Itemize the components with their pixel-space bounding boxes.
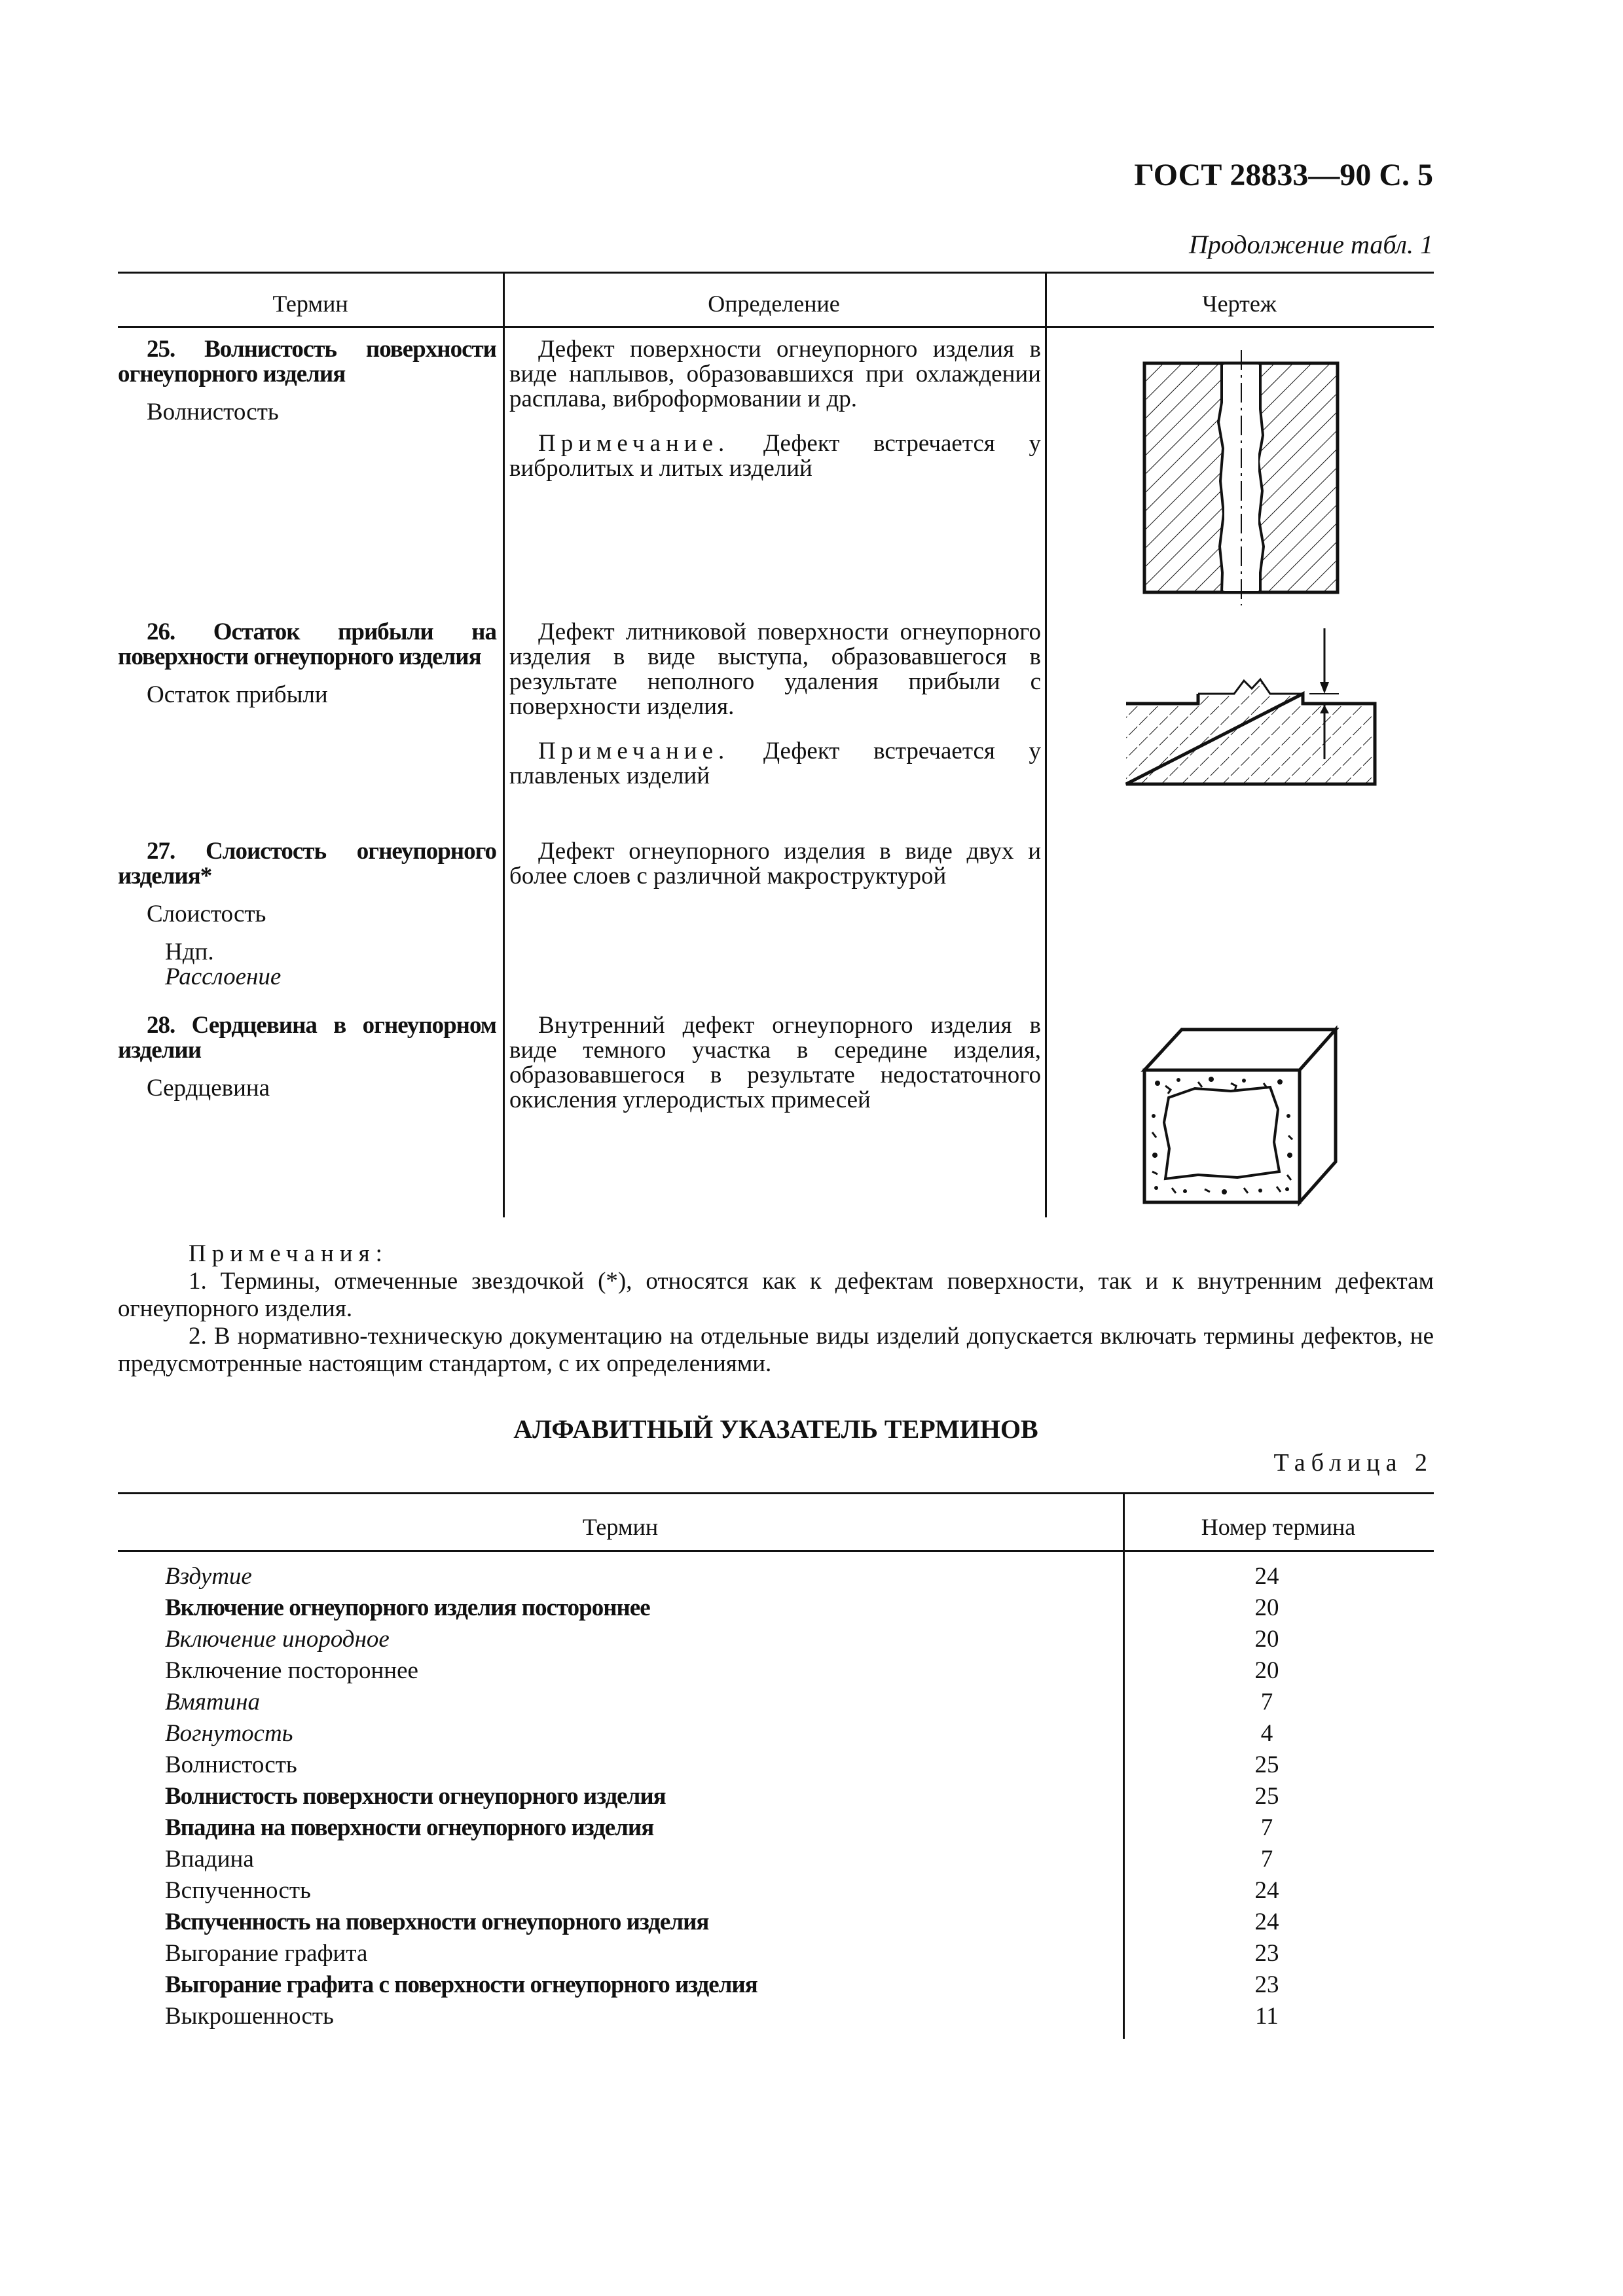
- term-entry-25: [118, 337, 496, 425]
- table-top-rule: [118, 1492, 1434, 1494]
- column-header-term: Термин: [582, 1514, 659, 1540]
- term-short-form: Остаток прибыли: [147, 681, 328, 708]
- term-entry-28: [118, 1013, 496, 1101]
- column-divider: [503, 272, 505, 1217]
- term-short-form: Волнистость: [147, 399, 279, 425]
- table-row: [118, 1937, 1434, 1968]
- definition-text: Дефект поверхности огнеупорного изделия в виде наплывов, образовавшихся при охлаждении расплава, виброформовании и др.: [509, 336, 1041, 412]
- note-item: 2. В нормативно-техническую документацию на отдельные виды изделий допускается включать термины дефектов, не предусмотренные настоящим стандартом, с их определениями.: [118, 1323, 1434, 1377]
- column-header-term: Термин: [272, 291, 348, 317]
- note-item: 1. Термины, отмеченные звездочкой (*), относятся как к дефектам поверхности, так и к внутренним дефектам огнеупорного изделия.: [118, 1268, 1434, 1322]
- table-header-rule: [118, 1550, 1434, 1552]
- definition-text: Внутренний дефект огнеупорного изделия в виде темного участка в середине изделия, образовавшегося в результате недостаточного окисления углеродистых примесей: [509, 1012, 1041, 1113]
- note-text: Дефект встречается у плавленых изделий: [509, 738, 1041, 789]
- definition-text: Дефект литниковой поверхности огнеупорного изделия в виде выступа, образовавшегося в результате неполного удаления прибыли с поверхности изделия.: [509, 619, 1041, 720]
- core-drawing: [1139, 1024, 1355, 1208]
- index-term-number: 20: [1254, 1626, 1279, 1653]
- column-header-number: Номер термина: [1201, 1514, 1356, 1540]
- table-continuation-label: Продолжение табл. 1: [1188, 230, 1433, 259]
- index-term: Вздутие: [165, 1563, 252, 1590]
- definition-25: [509, 337, 1041, 481]
- index-term: Включение постороннее: [165, 1657, 418, 1684]
- index-term-number: 20: [1254, 1657, 1279, 1684]
- note-label: Примечание.: [538, 738, 730, 764]
- definition-note: [509, 431, 1041, 481]
- term-title: 26. Остаток прибыли на поверхности огнеупорного изделия: [118, 619, 496, 670]
- definition-note: [509, 739, 1041, 789]
- index-term: Вмятина: [165, 1689, 261, 1715]
- table-header-rule: [118, 326, 1434, 328]
- definition-26: [509, 620, 1041, 789]
- term-short-form: Сердцевина: [147, 1075, 270, 1102]
- index-table: [118, 1492, 1434, 2039]
- index-term: Вспученность на поверхности огнеупорного изделия: [165, 1909, 709, 1935]
- index-term-number: 24: [1254, 1909, 1279, 1935]
- table-row: [118, 1968, 1434, 2000]
- index-term-number: 7: [1260, 1846, 1273, 1873]
- term-entry-26: [118, 620, 496, 708]
- definition-27: [509, 839, 1041, 889]
- term-title: 27. Слоистость огнеупорного изделия*: [118, 838, 496, 889]
- table-row: [118, 1591, 1434, 1623]
- term-nonpreferred-label: Ндп.: [165, 939, 214, 965]
- table-row: [118, 1905, 1434, 1937]
- table-label: Таблица 2: [1273, 1449, 1433, 1477]
- column-header-drawing: Чертеж: [1202, 291, 1277, 317]
- index-term: Вогнутость: [165, 1720, 293, 1747]
- index-title: АЛФАВИТНЫЙ УКАЗАТЕЛЬ ТЕРМИНОВ: [513, 1414, 1038, 1444]
- index-term-number: 4: [1260, 1720, 1273, 1747]
- index-rows: [118, 1560, 1434, 2031]
- table-row: [118, 1654, 1434, 1685]
- term-title: 28. Сердцевина в огнеупорном изделии: [118, 1012, 496, 1064]
- index-term: Впадина: [165, 1846, 254, 1873]
- index-term-number: 7: [1260, 1814, 1273, 1841]
- index-term-number: 24: [1254, 1563, 1279, 1590]
- notes-section: [118, 1240, 1434, 1378]
- table-row: [118, 2000, 1434, 2031]
- table-row: [118, 1623, 1434, 1654]
- note-label: Примечание.: [538, 430, 730, 457]
- document-header: ГОСТ 28833—90 С. 5: [1134, 158, 1433, 192]
- term-nonpreferred: Расслоение: [165, 963, 282, 990]
- index-term-number: 7: [1260, 1689, 1273, 1715]
- index-term: Выгорание графита: [165, 1940, 368, 1967]
- notes-title: Примечания:: [189, 1240, 388, 1267]
- column-divider: [1045, 272, 1047, 1217]
- index-term: Включение инородное: [165, 1626, 390, 1653]
- table-row: [118, 1748, 1434, 1780]
- table-row: [118, 1874, 1434, 1905]
- index-term: Включение огнеупорного изделия постороннее: [165, 1594, 650, 1621]
- index-term-number: 20: [1254, 1594, 1279, 1621]
- note-text: Дефект встречается у вибролитых и литых изделий: [509, 430, 1041, 482]
- index-term: Волнистость: [165, 1751, 297, 1778]
- riser-remnant-drawing: [1113, 628, 1381, 792]
- index-term: Впадина на поверхности огнеупорного изделия: [165, 1814, 654, 1841]
- table-row: [118, 1780, 1434, 1811]
- table-row: [118, 1717, 1434, 1748]
- definition-28: [509, 1013, 1041, 1113]
- term-title: 25. Волнистость поверхности огнеупорного изделия: [118, 336, 496, 387]
- index-term: Волнистость поверхности огнеупорного изделия: [165, 1783, 666, 1810]
- index-term-number: 23: [1254, 1971, 1279, 1998]
- table-top-rule: [118, 272, 1434, 274]
- table-row: [118, 1842, 1434, 1874]
- column-header-definition: Определение: [708, 291, 840, 317]
- waviness-drawing: [1139, 350, 1355, 605]
- index-term: Вспученность: [165, 1877, 311, 1904]
- index-term-number: 11: [1255, 2003, 1279, 2030]
- term-short-form: Слоистость: [147, 901, 266, 927]
- index-term-number: 24: [1254, 1877, 1279, 1904]
- index-term: Выгорание графита с поверхности огнеупорного изделия: [165, 1971, 757, 1998]
- terms-table: [118, 272, 1434, 1217]
- table-row: [118, 1811, 1434, 1842]
- definition-text: Дефект огнеупорного изделия в виде двух и более слоев с различной макроструктурой: [509, 838, 1041, 889]
- index-term-number: 23: [1254, 1940, 1279, 1967]
- index-term-number: 25: [1254, 1751, 1279, 1778]
- table-row: [118, 1560, 1434, 1591]
- table-row: [118, 1685, 1434, 1717]
- index-term: Выкрошенность: [165, 2003, 334, 2030]
- term-entry-27: [118, 839, 496, 990]
- index-term-number: 25: [1254, 1783, 1279, 1810]
